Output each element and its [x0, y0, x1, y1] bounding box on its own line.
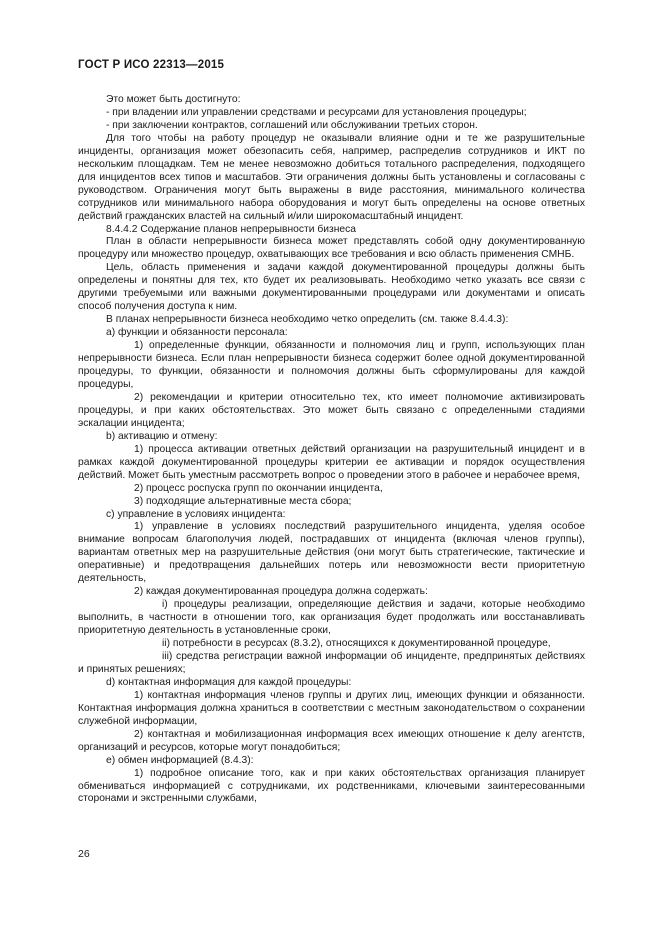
- section-heading: 8.4.4.2 Содержание планов непрерывности бизнеса: [106, 223, 357, 235]
- list-item: i) процедуры реализации, определяющие действия и задачи, которые необходимо выполнить, в частности в отношении того, как организация будет продолжать или восстанавливать приоритетную деятельность в установленные сроки,: [78, 599, 585, 637]
- list-item: 2) контактная и мобилизационная информация всех имеющих отношение к делу агентств, организаций и ресурсов, которые могут понадобиться;: [78, 728, 585, 753]
- list-item: d) контактная информация для каждой процедуры:: [106, 676, 352, 688]
- paragraph: В планах непрерывности бизнеса необходимо четко определить (см. также 8.4.4.3):: [106, 314, 509, 326]
- list-item: 2) процесс роспуска групп по окончании инцидента,: [134, 482, 383, 494]
- page-number: 26: [78, 848, 90, 860]
- list-item: iii) средства регистрации важной информации об инциденте, предпринятых действиях и принятых решениях;: [78, 650, 585, 675]
- list-item: 1) контактная информация членов группы и других лиц, имеющих функции и обязанности. Контактная информация должна храниться в соответствии с местным законодательством о сохранении служебной информации,: [78, 689, 585, 727]
- list-item: 2) рекомендации и критерии относительно тех, кто имеет полномочие активизировать процедуры, и при каких обстоятельствах. Это может быть связано с определенными стадиями эскалации инцидента;: [78, 391, 585, 429]
- list-item: b) активацию и отмену:: [106, 430, 218, 442]
- document-header: ГОСТ Р ИСО 22313—2015: [78, 59, 225, 71]
- paragraph: - при заключении контрактов, соглашений или обслуживании третьих сторон.: [106, 119, 478, 131]
- list-item: c) управление в условиях инцидента:: [106, 508, 286, 520]
- paragraph: Цель, область применения и задачи каждой документированной процедуры должны быть определены и понятны для тех, кто будет их реализовывать. Необходимо четко указать все связи с другими требуемыми или важными документированными процедурами или документами и описать способ получения доступа к ним.: [78, 262, 585, 313]
- list-item: ii) потребности в ресурсах (8.3.2), относящихся к документированной процедуре,: [162, 638, 551, 650]
- list-item: e) обмен информацией (8.4.3):: [106, 754, 254, 766]
- document-body: [78, 94, 585, 806]
- list-item: a) функции и обязанности персонала:: [106, 327, 288, 339]
- list-item: 1) подробное описание того, как и при каких обстоятельствах организация планирует обмениваться информацией с сотрудниками, их родственниками, ключевыми заинтересованными сторонами и экстренными службами,: [78, 767, 585, 805]
- list-item: 1) управление в условиях последствий разрушительного инцидента, уделяя особое внимание вопросам благополучия людей, пострадавших от инцидента (включая членов группы), вариантам ответных мер на разрушительные действия (они могут быть стратегические, тактические и оперативные) и предотвращения дальнейших потерь или невозможности вести приоритетную деятельность,: [78, 521, 585, 585]
- paragraph: - при владении или управлении средствами и ресурсами для установления процедуры;: [106, 106, 527, 118]
- list-item: 1) процесса активации ответных действий организации на разрушительный инцидент и в рамках каждой документированной процедуры критерии ее активации и порядок осуществления действий. Может быть уместным рассмотреть вопрос о проведении этого в рабочее и нерабочее время,: [78, 443, 585, 481]
- paragraph: План в области непрерывности бизнеса может представлять собой одну документированную процедуру или множество процедур, охватывающих все требования и всю область применения СМНБ.: [78, 236, 585, 261]
- list-item: 2) каждая документированная процедура должна содержать:: [134, 586, 428, 598]
- paragraph: Это может быть достигнуто:: [106, 94, 241, 105]
- list-item: 1) определенные функции, обязанности и полномочия лиц и групп, использующих план непрерывности бизнеса. Если план непрерывности бизнеса содержит более одной документированной процедуры, то функции, обязанности и полномочия должны быть сформулированы для каждой процедуры,: [78, 340, 585, 390]
- paragraph: Для того чтобы на работу процедур не оказывали влияние одни и те же разрушительные инциденты, организация может обезопасить себя, например, распределив сотрудников и ИКТ по нескольким площадкам. Тем не менее невозможно добиться тотального распределения, подходящего для инцидентов всех типов и масштабов. Эти ограничения должны быть установлены и согласованы с руководством. Ограничения могут быть выражены в виде расстояния, минимального количества сотрудников или минимального набора оборудования и могут быть определены на основе ответных действий гражданских властей на сильный и/или широкомасштабный инцидент.: [78, 132, 585, 222]
- list-item: 3) подходящие альтернативные места сбора;: [134, 495, 352, 507]
